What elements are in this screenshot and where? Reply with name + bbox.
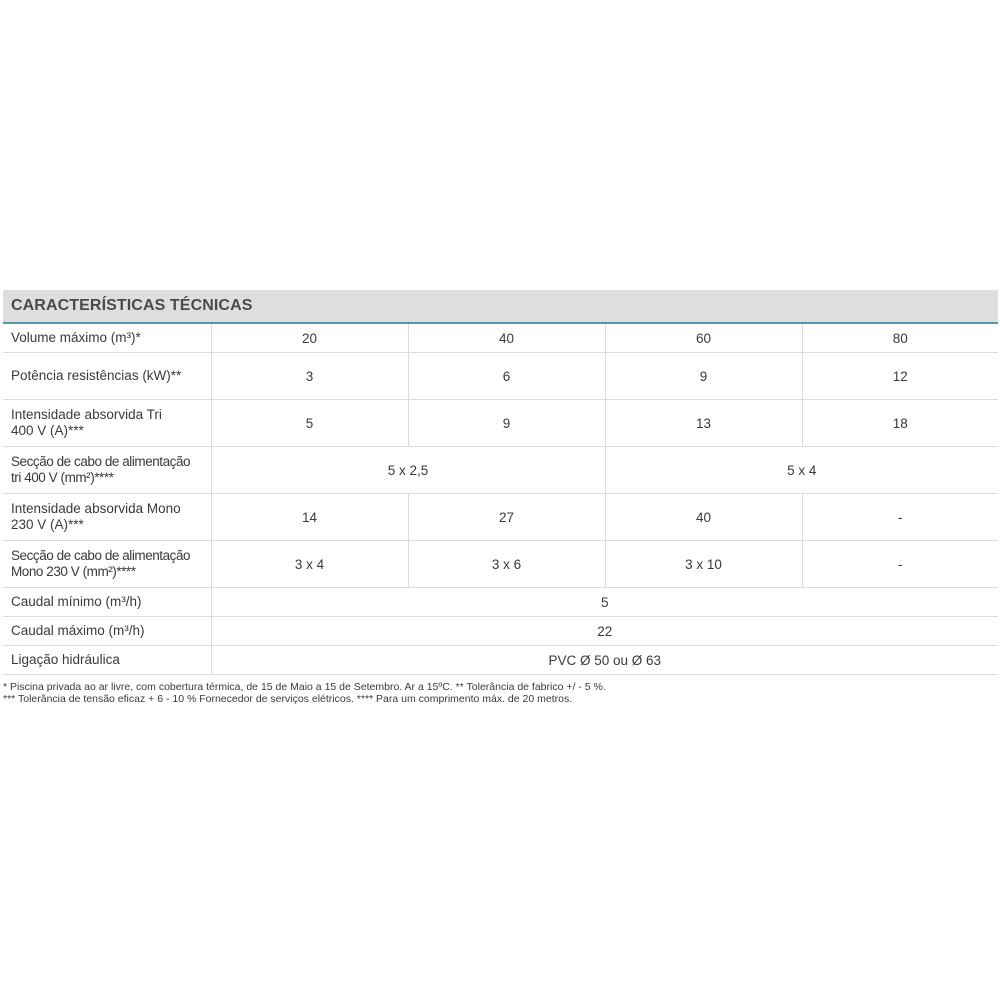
table-row — [3, 494, 998, 541]
value-cell: 40 — [408, 324, 605, 353]
table-row — [3, 617, 998, 646]
row-label-line: Mono 230 V (mm²)**** — [11, 564, 136, 579]
value-cell: 60 — [605, 324, 802, 353]
footnotes — [3, 681, 998, 705]
table-row — [3, 353, 998, 400]
value-cell: - — [802, 494, 998, 541]
row-label-line: Secção de cabo de alimentação — [11, 548, 191, 563]
value-cell: 14 — [211, 494, 408, 541]
row-label — [3, 541, 211, 588]
row-label-line: tri 400 V (mm²)**** — [11, 470, 114, 485]
row-label: Volume máximo (m³)* — [3, 324, 211, 353]
value-cell: 22 — [211, 617, 998, 646]
row-label: Caudal mínimo (m³/h) — [3, 588, 211, 617]
value-cell: 80 — [802, 324, 998, 353]
value-cell: 9 — [408, 400, 605, 447]
spec-sheet — [3, 290, 998, 705]
value-cell: 13 — [605, 400, 802, 447]
value-cell: 40 — [605, 494, 802, 541]
value-cell: 6 — [408, 353, 605, 400]
row-label — [3, 447, 211, 494]
row-label-line: Intensidade absorvida Mono — [11, 501, 181, 516]
value-cell: 3 — [211, 353, 408, 400]
value-cell: 18 — [802, 400, 998, 447]
value-cell: 3 x 10 — [605, 541, 802, 588]
table-row — [3, 400, 998, 447]
row-label: Ligação hidráulica — [3, 646, 211, 675]
row-label — [3, 400, 211, 447]
row-label — [3, 494, 211, 541]
table-row — [3, 541, 998, 588]
value-cell: 20 — [211, 324, 408, 353]
value-cell: 3 x 4 — [211, 541, 408, 588]
table-row — [3, 588, 998, 617]
value-cell: 27 — [408, 494, 605, 541]
footnote-line: * Piscina privada ao ar livre, com cobertura térmica, de 15 de Maio a 15 de Setembro. Ar a 15ºC. ** Tolerância de fabrico +/ - 5 %. — [3, 681, 606, 693]
value-cell: 5 — [211, 400, 408, 447]
specs-table — [3, 324, 998, 675]
section-header — [3, 290, 998, 324]
value-cell: 12 — [802, 353, 998, 400]
footnote-line: *** Tolerância de tensão eficaz + 6 - 10 % Fornecedor de serviços elétricos. **** Para um comprimento máx. de 20 metros. — [3, 693, 573, 705]
value-cell: PVC Ø 50 ou Ø 63 — [211, 646, 998, 675]
row-label-line: Secção de cabo de alimentação — [11, 454, 191, 469]
value-cell: 5 x 2,5 — [211, 447, 605, 494]
row-label-line: Intensidade absorvida Tri — [11, 407, 162, 422]
value-cell: 5 x 4 — [605, 447, 998, 494]
table-row — [3, 646, 998, 675]
row-label: Potência resistências (kW)** — [3, 353, 211, 400]
value-cell: 9 — [605, 353, 802, 400]
row-label: Caudal máximo (m³/h) — [3, 617, 211, 646]
section-title: CARACTERÍSTICAS TÉCNICAS — [11, 297, 253, 314]
value-cell: 5 — [211, 588, 998, 617]
value-cell: 3 x 6 — [408, 541, 605, 588]
row-label-line: 400 V (A)*** — [11, 423, 84, 438]
table-row — [3, 447, 998, 494]
row-label-line: 230 V (A)*** — [11, 517, 84, 532]
value-cell: - — [802, 541, 998, 588]
table-row — [3, 324, 998, 353]
